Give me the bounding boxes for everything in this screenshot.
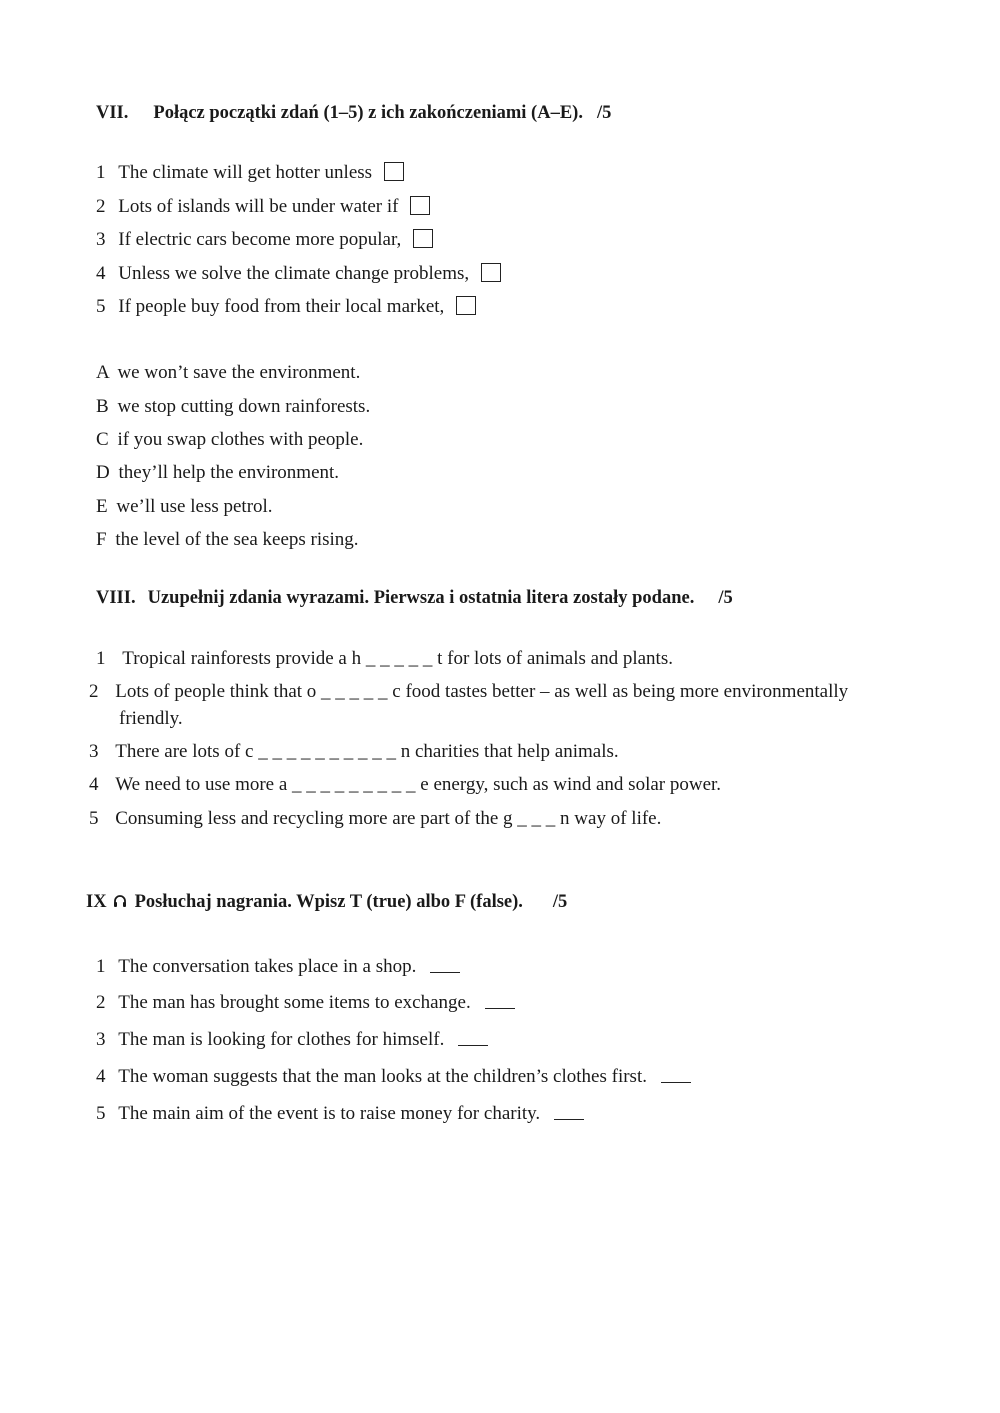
item-text[interactable]: There are lots of c _ _ _ _ _ _ _ _ _ _ n charities that help animals. (115, 741, 619, 762)
list-item (96, 162, 404, 184)
item-letter: F (96, 529, 107, 550)
item-text: Unless we solve the climate change problems, (118, 263, 470, 284)
item-number: 5 (96, 1103, 106, 1124)
section-7-roman: VII. (96, 103, 129, 123)
list-item-continuation (119, 708, 183, 730)
answer-blank[interactable] (485, 1007, 515, 1009)
section-9-roman: IX (86, 892, 107, 912)
list-item (96, 263, 501, 285)
item-number: 4 (96, 263, 106, 284)
item-number: 3 (89, 741, 99, 762)
item-number: 3 (96, 229, 106, 250)
item-text: If electric cars become more popular, (118, 229, 402, 250)
section-8-roman: VIII. (96, 588, 136, 608)
list-item (96, 648, 673, 670)
item-number: 1 (96, 648, 106, 669)
section-7-score: /5 (596, 103, 612, 123)
section-7-title: Połącz początki zdań (1–5) z ich zakończeniami (A–E). (153, 103, 583, 123)
item-text: The main aim of the event is to raise money for charity. (118, 1103, 541, 1124)
answer-blank[interactable] (661, 1081, 691, 1083)
item-letter: C (96, 429, 109, 450)
item-number: 2 (96, 992, 106, 1013)
item-text[interactable]: Lots of people think that o _ _ _ _ _ c food tastes better – as well as being more environmentally (115, 681, 849, 702)
answer-box[interactable] (384, 162, 404, 181)
item-text: The man is looking for clothes for himself. (118, 1029, 445, 1050)
item-text[interactable]: Tropical rainforests provide a h _ _ _ _ _ t for lots of animals and plants. (122, 648, 673, 669)
list-item (96, 296, 476, 318)
list-item (96, 1029, 488, 1051)
item-letter: A (96, 362, 109, 383)
list-item (96, 956, 460, 978)
list-item (89, 808, 661, 830)
item-text: Lots of islands will be under water if (118, 196, 399, 217)
item-text: If people buy food from their local market, (118, 296, 445, 317)
list-item (96, 1066, 691, 1088)
item-text: The woman suggests that the man looks at the children’s clothes first. (118, 1066, 647, 1087)
section-8-score: /5 (718, 588, 733, 608)
section-8-title: Uzupełnij zdania wyrazami. Pierwsza i ostatnia litera zostały podane. (147, 588, 695, 608)
item-letter: D (96, 462, 110, 483)
list-item (96, 529, 359, 551)
section-9-heading (86, 892, 567, 913)
answer-blank[interactable] (430, 971, 460, 973)
answer-blank[interactable] (458, 1044, 488, 1046)
list-item (89, 774, 721, 796)
item-text: The man has brought some items to exchange. (118, 992, 471, 1013)
item-text: friendly. (119, 708, 183, 729)
item-text: The conversation takes place in a shop. (118, 956, 417, 977)
item-letter: B (96, 396, 109, 417)
item-text[interactable]: We need to use more a _ _ _ _ _ _ _ _ _ e energy, such as wind and solar power. (115, 774, 722, 795)
item-text: we stop cutting down rainforests. (117, 396, 371, 417)
list-item (96, 196, 430, 218)
item-number: 3 (96, 1029, 106, 1050)
list-item (96, 992, 515, 1014)
list-item (96, 462, 339, 484)
list-item (96, 429, 363, 451)
list-item (96, 362, 360, 384)
item-number: 5 (89, 808, 99, 829)
answer-blank[interactable] (554, 1118, 584, 1120)
item-letter: E (96, 496, 108, 517)
item-number: 5 (96, 296, 106, 317)
item-number: 4 (96, 1066, 106, 1087)
item-text: if you swap clothes with people. (117, 429, 364, 450)
item-text[interactable]: Consuming less and recycling more are part of the g _ _ _ n way of life. (115, 808, 662, 829)
list-item (96, 496, 273, 518)
section-9-title: Posłuchaj nagrania. Wpisz T (true) albo F (false). (134, 892, 523, 912)
answer-box[interactable] (481, 263, 501, 282)
list-item (96, 1103, 584, 1125)
headphones-icon (113, 894, 127, 908)
section-9-score: /5 (552, 892, 568, 912)
item-number: 1 (96, 956, 106, 977)
item-text: the level of the sea keeps rising. (115, 529, 359, 550)
list-item (96, 229, 433, 251)
item-text: they’ll help the environment. (118, 462, 340, 483)
section-7-heading (96, 103, 611, 124)
item-number: 2 (96, 196, 106, 217)
item-text: we won’t save the environment. (117, 362, 361, 383)
item-number: 4 (89, 774, 99, 795)
item-text: we’ll use less petrol. (116, 496, 273, 517)
answer-box[interactable] (413, 229, 433, 248)
item-text: The climate will get hotter unless (118, 162, 373, 183)
list-item (96, 396, 370, 418)
section-8-heading (96, 588, 733, 609)
list-item (89, 681, 848, 703)
answer-box[interactable] (456, 296, 476, 315)
item-number: 1 (96, 162, 106, 183)
item-number: 2 (89, 681, 99, 702)
list-item (89, 741, 619, 763)
answer-box[interactable] (410, 196, 430, 215)
